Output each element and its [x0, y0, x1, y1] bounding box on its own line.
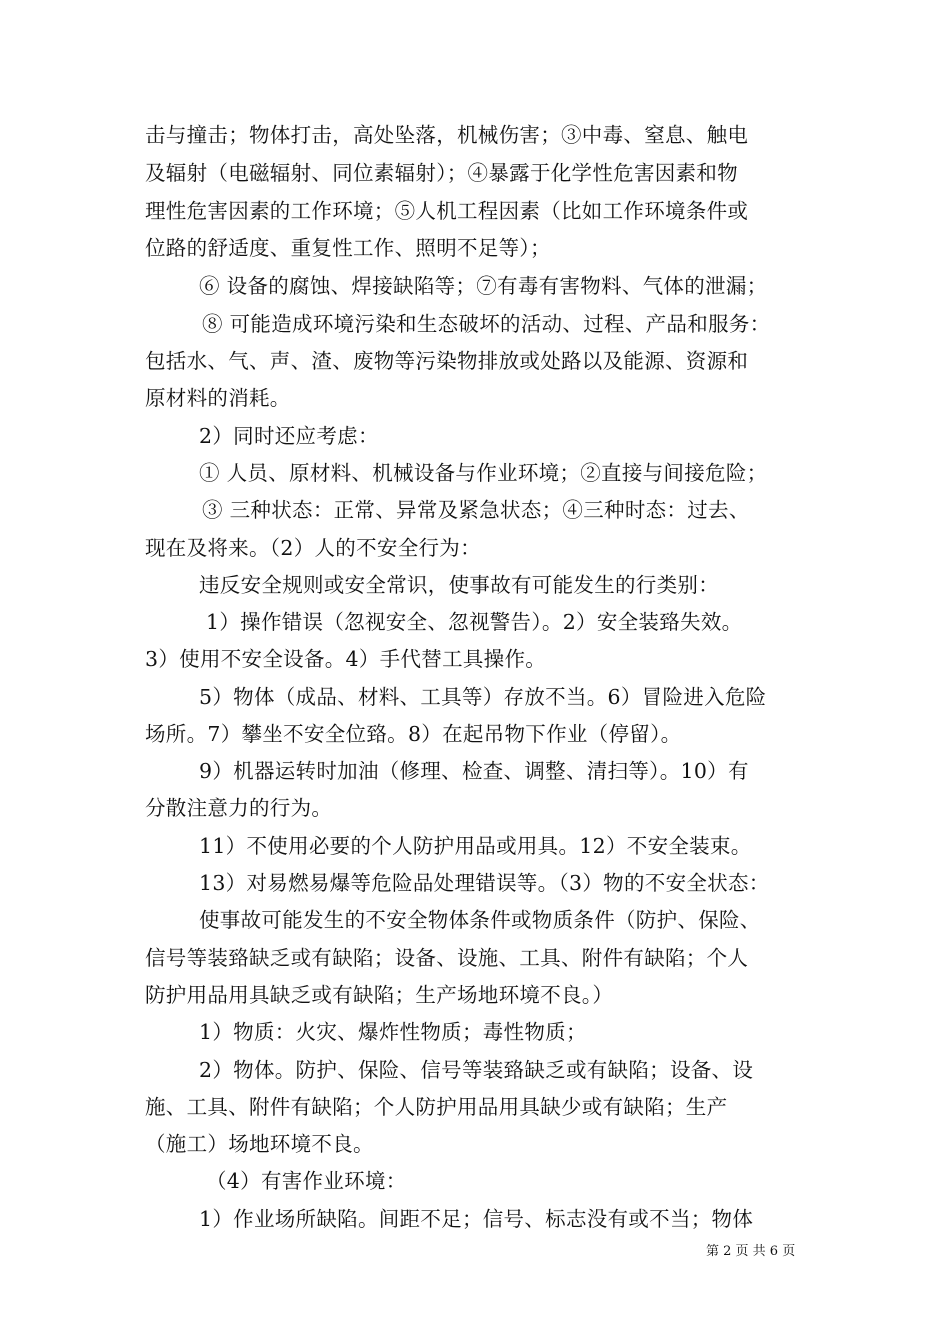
text-line: ⑥ 设备的腐蚀、焊接缺陷等；⑦有毒有害物料、气体的泄漏； — [199, 274, 768, 298]
page-number: 第 2 页 共 6 页 — [706, 1244, 796, 1259]
text-line: （施工）场地环境不良。 — [145, 1132, 374, 1156]
text-line: 1）操作错误（忽视安全、忽视警告）。2）安全装臵失效。 — [206, 610, 743, 634]
text-line: 位路的舒适度、重复性工作、照明不足等）； — [145, 236, 551, 260]
text-line: ③ 三种状态：正常、异常及紧急状态；④三种时态：过去、 — [202, 498, 750, 522]
text-line: ⑧ 可能造成环境污染和生态破坏的活动、过程、产品和服务： — [202, 312, 771, 336]
text-line: （4）有害作业环境： — [206, 1169, 407, 1193]
text-line: 9）机器运转时加油（修理、检查、调整、清扫等）。10）有 — [199, 759, 749, 783]
text-line: 击与撞击；物体打击，高处坠落，机械伤害；③中毒、窒息、触电 — [145, 123, 749, 147]
text-line: 现在及将来。（2）人的不安全行为： — [145, 536, 481, 560]
text-line: 场所。7）攀坐不安全位臵。8）在起吊物下作业（停留）。 — [145, 722, 682, 746]
text-line: 5）物体（成品、材料、工具等）存放不当。6）冒险进入危险 — [199, 685, 767, 709]
text-line: 13）对易燃易爆等危险品处理错误等。（3）物的不安全状态： — [199, 871, 770, 895]
text-line: 包括水、气、声、渣、废物等污染物排放或处路以及能源、资源和 — [145, 349, 749, 373]
text-line: 使事故可能发生的不安全物体条件或物质条件（防护、保险、 — [199, 908, 761, 932]
text-line: 防护用品用具缺乏或有缺陷；生产场地环境不良。） — [145, 983, 614, 1007]
text-line: 2）物体。防护、保险、信号等装臵缺乏或有缺陷；设备、设 — [199, 1058, 754, 1082]
text-line: 3）使用不安全设备。4）手代替工具操作。 — [145, 647, 547, 671]
text-line: 1）作业场所缺陷。间距不足；信号、标志没有或不当；物体 — [199, 1207, 754, 1231]
text-line: 信号等装臵缺乏或有缺陷；设备、设施、工具、附件有缺陷；个人 — [145, 946, 749, 970]
text-line: 理性危害因素的工作环境；⑤人机工程因素（比如工作环境条件或 — [145, 199, 749, 223]
text-line: 原材料的消耗。 — [145, 386, 291, 410]
text-line: 2）同时还应考虑： — [199, 424, 379, 448]
text-line: 及辐射（电磁辐射、同位素辐射）；④暴露于化学性危害因素和物 — [145, 161, 738, 185]
text-line: 违反安全规则或安全常识，使事故有可能发生的行类别： — [199, 573, 719, 597]
text-line: 11）不使用必要的个人防护用品或用具。12）不安全装束。 — [199, 834, 752, 858]
text-line: 施、工具、附件有缺陷；个人防护用品用具缺少或有缺陷；生产 — [145, 1095, 728, 1119]
text-line: 1）物质：火灾、爆炸性物质；毒性物质； — [199, 1020, 587, 1044]
text-line: ① 人员、原材料、机械设备与作业环境；②直接与间接危险； — [199, 461, 768, 485]
text-line: 分散注意力的行为。 — [145, 796, 333, 820]
